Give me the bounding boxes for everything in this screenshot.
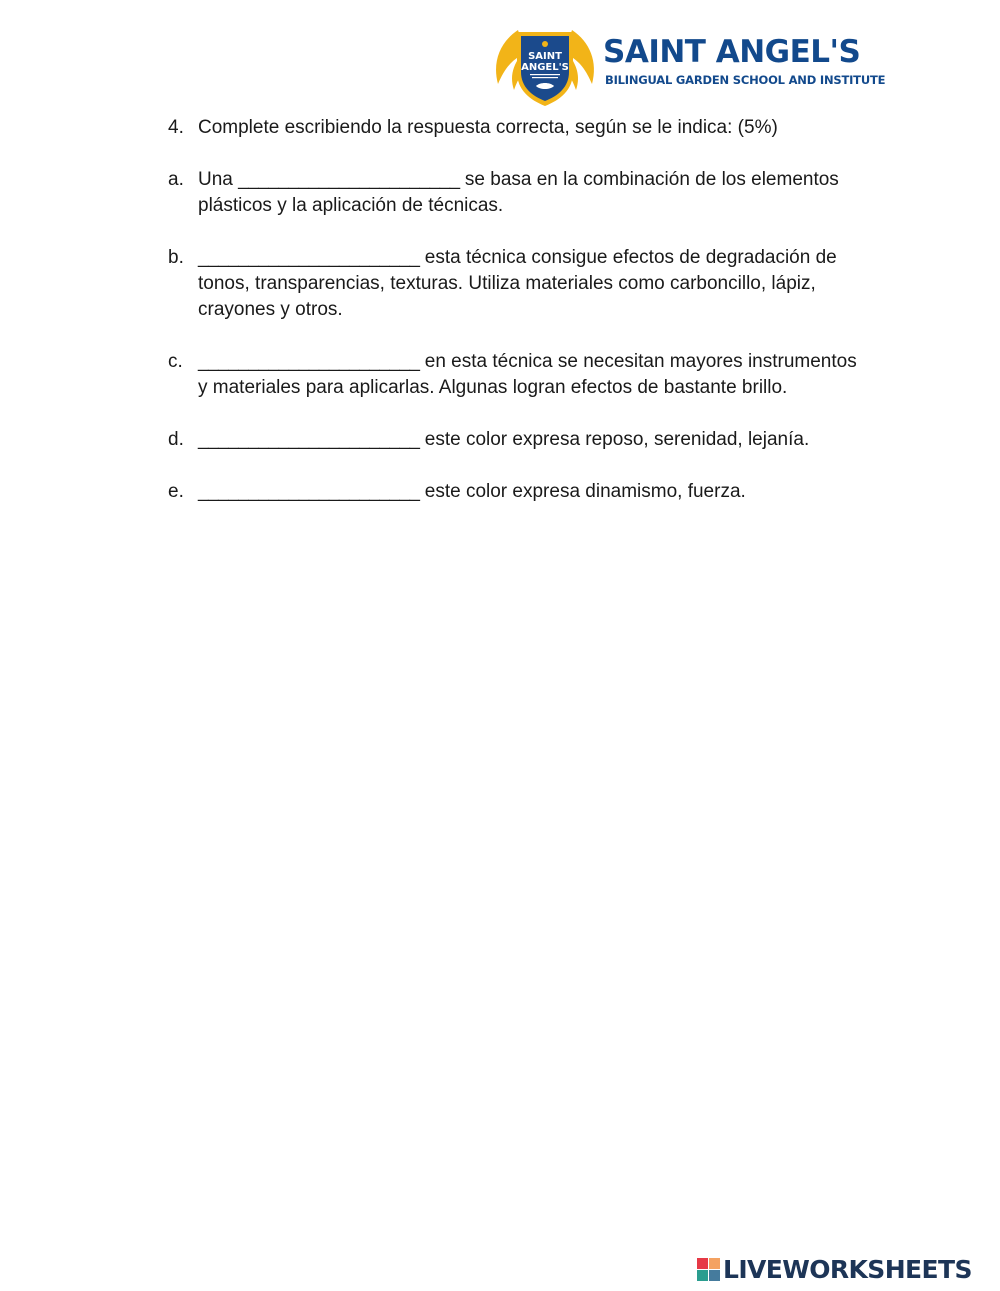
list-item bbox=[168, 167, 868, 219]
question-block bbox=[168, 115, 868, 531]
school-name: SAINT ANGEL'S bbox=[603, 34, 861, 70]
list-item bbox=[168, 245, 868, 323]
crest-text-line1: SAINT bbox=[528, 51, 562, 62]
item-text: en esta técnica se necesitan mayores instrumentos y materiales para aplicarlas. Algunas logran efectos de bastante brillo. bbox=[198, 351, 857, 398]
answer-blank[interactable]: ______________________ bbox=[238, 169, 460, 190]
block-i bbox=[709, 1258, 720, 1269]
item-prefix: Una bbox=[198, 169, 239, 190]
block-l bbox=[697, 1258, 708, 1269]
liveworksheets-wordmark: LIVEWORKSHEETS bbox=[723, 1254, 972, 1284]
block-v bbox=[697, 1270, 708, 1281]
answer-blank[interactable]: ______________________ bbox=[198, 429, 420, 450]
answer-blank[interactable]: ______________________ bbox=[198, 351, 420, 372]
question-prompt-row bbox=[168, 115, 868, 141]
liveworksheets-blocks-icon bbox=[697, 1258, 720, 1281]
block-e bbox=[709, 1270, 720, 1281]
question-prompt: Complete escribiendo la respuesta correcta, según se le indica: (5%) bbox=[198, 117, 778, 138]
question-number: 4. bbox=[168, 117, 184, 138]
liveworksheets-logo bbox=[697, 1254, 972, 1284]
item-letter: b. bbox=[168, 247, 184, 268]
item-letter: e. bbox=[168, 481, 184, 502]
item-text: este color expresa dinamismo, fuerza. bbox=[419, 481, 746, 502]
item-text: este color expresa reposo, serenidad, lejanía. bbox=[419, 429, 810, 450]
item-letter: d. bbox=[168, 429, 184, 450]
school-subtitle: BILINGUAL GARDEN SCHOOL AND INSTITUTE bbox=[605, 73, 886, 87]
item-text: esta técnica consigue efectos de degradación de tonos, transparencias, texturas. Utiliza materiales como carboncillo, lápiz, crayones y otros. bbox=[198, 247, 837, 320]
item-letter: a. bbox=[168, 169, 184, 190]
item-text: se basa en la combinación de los elementos plásticos y la aplicación de técnicas. bbox=[198, 169, 839, 216]
list-item bbox=[168, 479, 868, 505]
crest-text-line2: ANGEL'S bbox=[521, 62, 569, 73]
list-item bbox=[168, 427, 868, 453]
answer-blank[interactable]: ______________________ bbox=[198, 481, 420, 502]
answer-blank[interactable]: ______________________ bbox=[198, 247, 420, 268]
list-item bbox=[168, 349, 868, 401]
item-letter: c. bbox=[168, 351, 183, 372]
